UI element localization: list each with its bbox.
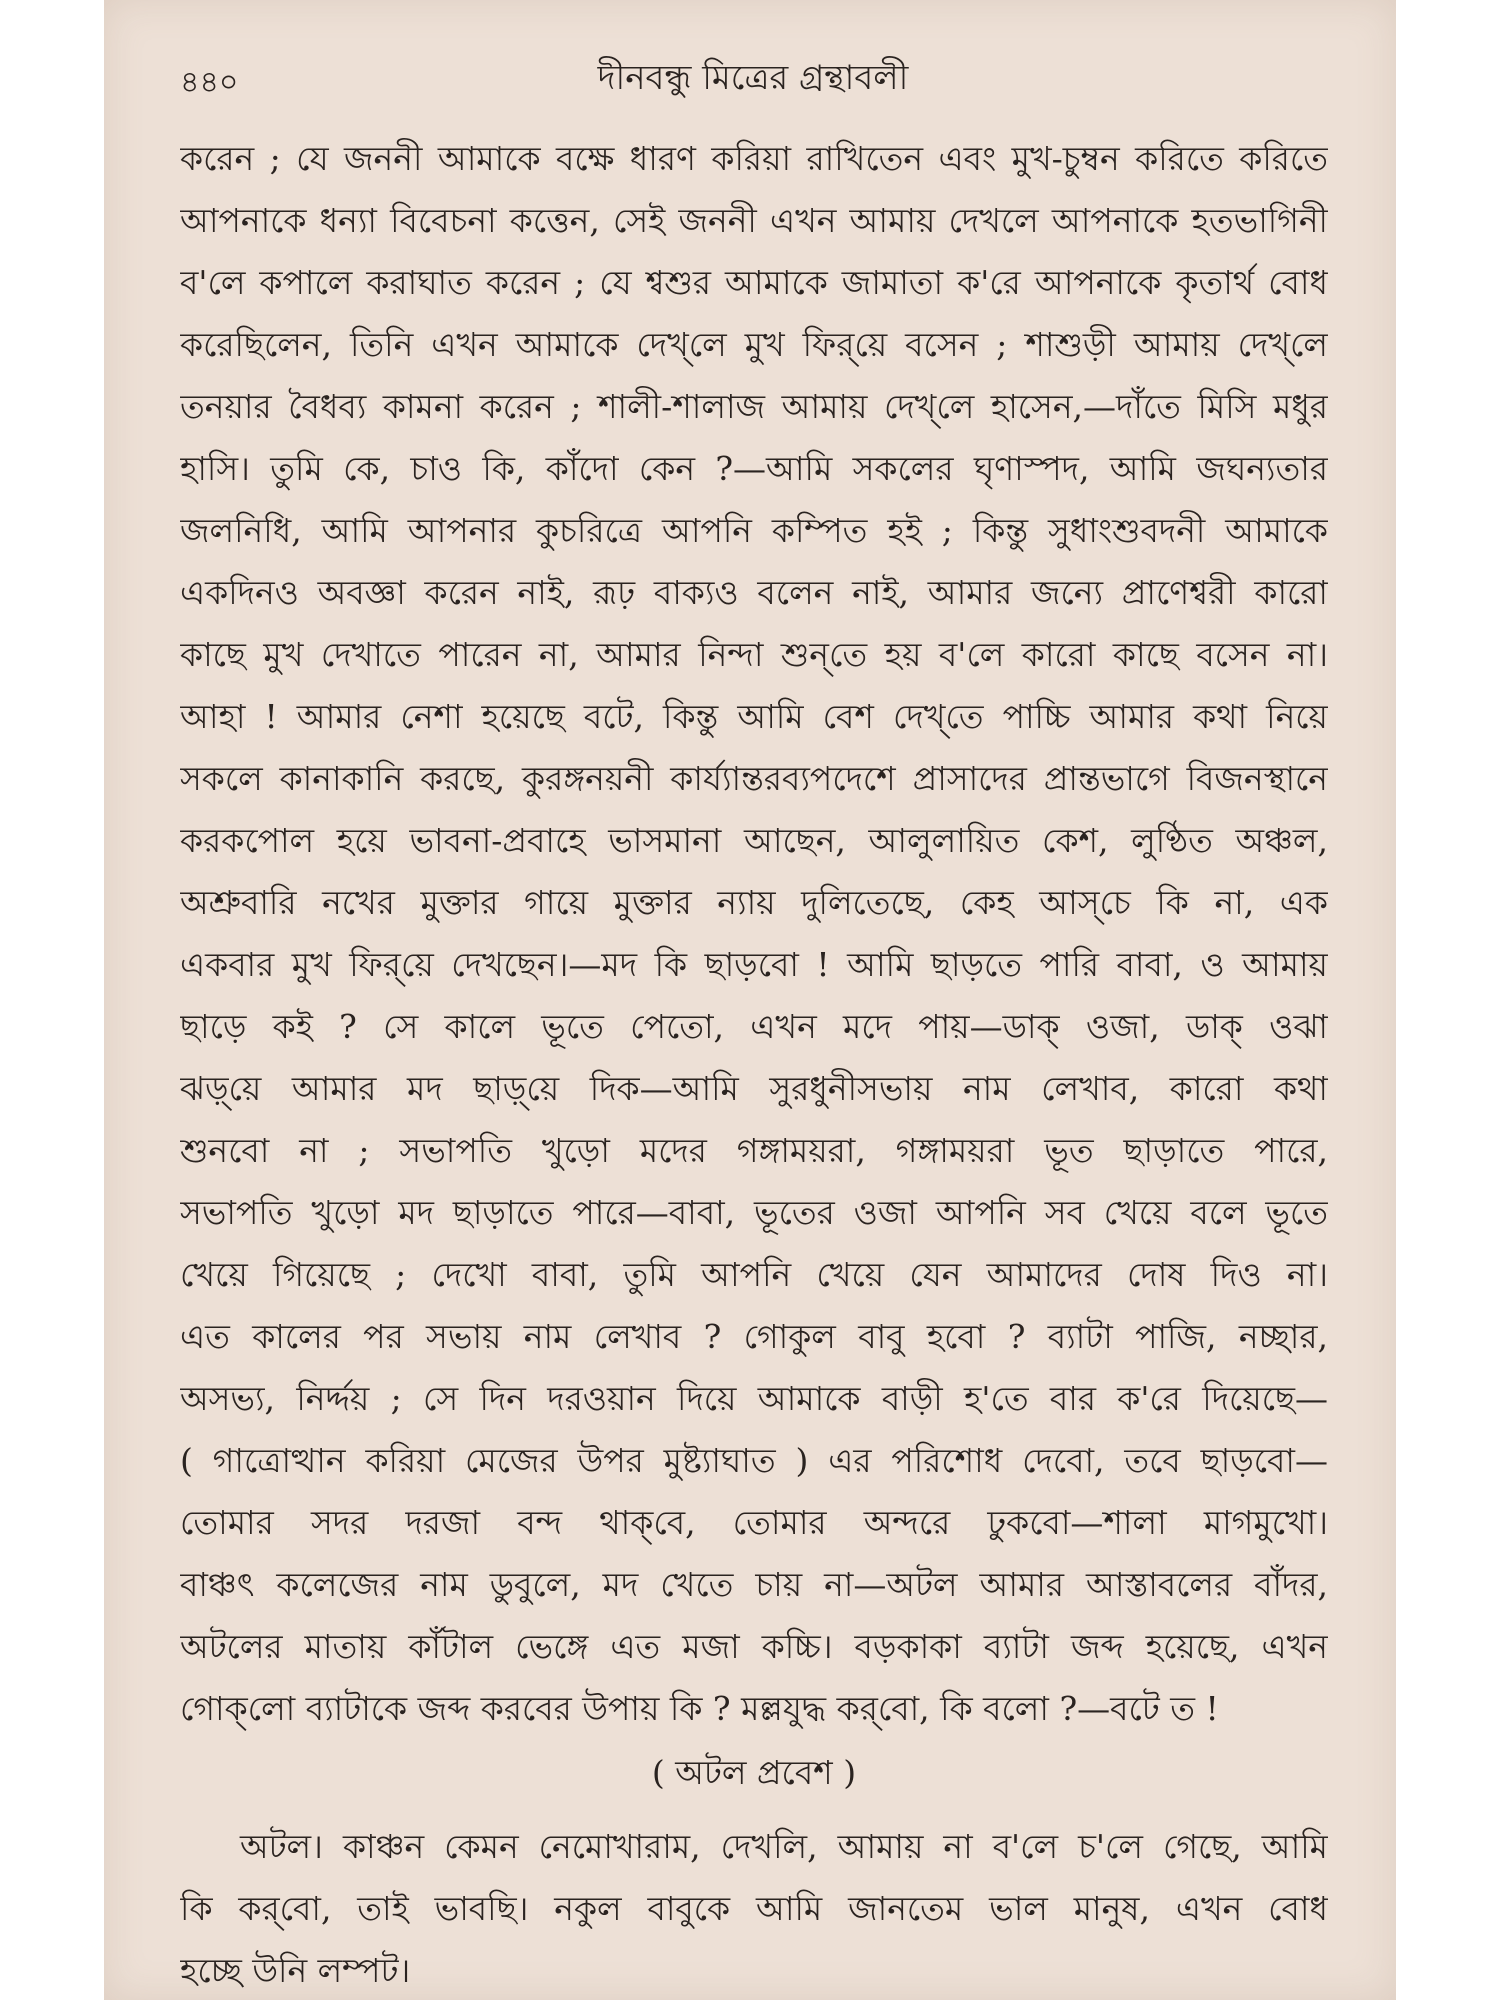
text-line: গোক্‌লো ব্যাটাকে জব্দ করবের উপায় কি ? মল্লযুদ্ধ কর্‌বো, কি বলো ?—বটে ত ! xyxy=(180,1689,1219,1728)
book-page xyxy=(104,0,1396,2000)
text-line: তোমার সদর দরজা বন্দ থাক্‌বে, তোমার অন্দরে ঢুকবো—শালা মাগমুখো। xyxy=(180,1503,1328,1542)
text-line: জলনিধি, আমি আপনার কুচরিত্রে আপনি কম্পিত হই ; কিন্তু সুধাংশুবদনী আমাকে xyxy=(180,511,1328,550)
text-line: তনয়ার বৈধব্য কামনা করেন ; শালী-শালাজ আমায় দেখ্‌লে হাসেন,—দাঁতে মিসি মধুর xyxy=(180,387,1328,426)
text-line: করকপোল হয়ে ভাবনা-প্রবাহে ভাসমানা আছেন, আলুলায়িত কেশ, লুণ্ঠিত অঞ্চল, xyxy=(180,821,1328,860)
text-line: খেয়ে গিয়েছে ; দেখো বাবা, তুমি আপনি খেয়ে যেন আমাদের দোষ দিও না। xyxy=(180,1255,1328,1294)
text-line: একদিনও অবজ্ঞা করেন নাই, রূঢ় বাক্যও বলেন নাই, আমার জন্যে প্রাণেশ্বরী কারো xyxy=(180,573,1328,612)
dialogue-passage xyxy=(180,128,1328,1740)
text-line: অটলের মাতায় কাঁটাল ভেঙ্গে এত মজা কচ্চি। বড়কাকা ব্যাটা জব্দ হয়েছে, এখন xyxy=(180,1627,1328,1666)
text-line: ( গাত্রোত্থান করিয়া মেজের উপর মুষ্ট্যাঘাত ) এর পরিশোধ দেবো, তবে ছাড়বো— xyxy=(180,1441,1328,1480)
text-line: আহা ! আমার নেশা হয়েছে বটে, কিন্তু আমি বেশ দেখ্‌তে পাচ্চি আমার কথা নিয়ে xyxy=(180,697,1328,736)
text-line: কাছে মুখ দেখাতে পারেন না, আমার নিন্দা শুন্‌তে হয় ব'লে কারো কাছে বসেন না। xyxy=(180,635,1328,674)
text-line: একবার মুখ ফির্‌য়ে দেখছেন।—মদ কি ছাড়বো ! আমি ছাড়তে পারি বাবা, ও আমায় xyxy=(180,945,1328,984)
text-line: সভাপতি খুড়ো মদ ছাড়াতে পারে—বাবা, ভূতের ওজা আপনি সব খেয়ে বলে ভূতে xyxy=(180,1193,1328,1232)
page-body xyxy=(180,128,1328,2002)
text-line: সকলে কানাকানি করছে, কুরঙ্গনয়নী কার্য্যান্তরব্যপদেশে প্রাসাদের প্রান্তভাগে বিজনস্থানে xyxy=(180,759,1328,798)
text-line: হাসি। তুমি কে, চাও কি, কাঁদো কেন ?—আমি সকলের ঘৃণাস্পদ, আমি জঘন্যতার xyxy=(180,449,1328,488)
stage-direction: ( অটল প্রবেশ ) xyxy=(651,1753,857,1792)
text-line: ঝড়্‌য়ে আমার মদ ছাড়্‌য়ে দিক—আমি সুরধুনীসভায় নাম লেখাব, কারো কথা xyxy=(180,1069,1328,1108)
running-title: দীনবন্ধু মিত্রের গ্রন্থাবলী xyxy=(597,58,909,98)
text-line: শুনবো না ; সভাপতি খুড়ো মদের গঙ্গাময়রা, গঙ্গাময়রা ভূত ছাড়াতে পারে, xyxy=(180,1131,1328,1170)
text-line: হচ্ছে উনি লম্পট। xyxy=(180,1951,411,1990)
text-line: অসভ্য, নির্দ্দয় ; সে দিন দরওয়ান দিয়ে আমাকে বাড়ী হ'তে বার ক'রে দিয়েছে— xyxy=(180,1379,1328,1418)
text-line: বাঞ্চৎ কলেজের নাম ডুবুলে, মদ খেতে চায় না—অটল আমার আস্তাবলের বাঁদর, xyxy=(180,1565,1328,1604)
text-line: আপনাকে ধন্যা বিবেচনা কত্তেন, সেই জননী এখন আমায় দেখলে আপনাকে হতভাগিনী xyxy=(180,201,1328,240)
text-line: করেছিলেন, তিনি এখন আমাকে দেখ্‌লে মুখ ফির্‌য়ে বসেন ; শাশুড়ী আমায় দেখ্‌লে xyxy=(180,325,1328,364)
text-line: এত কালের পর সভায় নাম লেখাব ? গোকুল বাবু হবো ? ব্যাটা পাজি, নচ্ছার, xyxy=(180,1317,1328,1356)
text-line: ছাড়ে কই ? সে কালে ভূতে পেতো, এখন মদে পায়—ডাক্‌ ওজা, ডাক্‌ ওঝা xyxy=(180,1007,1328,1046)
text-line: অটল। কাঞ্চন কেমন নেমোখারাম, দেখলি, আমায় না ব'লে চ'লে গেছে, আমি xyxy=(240,1827,1328,1866)
page-header xyxy=(180,52,1326,104)
page-number: ৪৪০ xyxy=(180,65,239,100)
text-line: অশ্রুবারি নখের মুক্তার গায়ে মুক্তার ন্যায় দুলিতেছে, কেহ আস্‌চে কি না, এক xyxy=(180,883,1328,922)
text-line: ব'লে কপালে করাঘাত করেন ; যে শ্বশুর আমাকে জামাতা ক'রে আপনাকে কৃতার্থ বোধ xyxy=(180,263,1328,302)
text-line: করেন ; যে জননী আমাকে বক্ষে ধারণ করিয়া রাখিতেন এবং মুখ-চুম্বন করিতে করিতে xyxy=(180,139,1328,178)
dialogue-passage-atal xyxy=(180,1816,1328,2002)
text-line: কি কর্‌বো, তাই ভাবছি। নকুল বাবুকে আমি জানতেম ভাল মানুষ, এখন বোধ xyxy=(180,1889,1328,1928)
